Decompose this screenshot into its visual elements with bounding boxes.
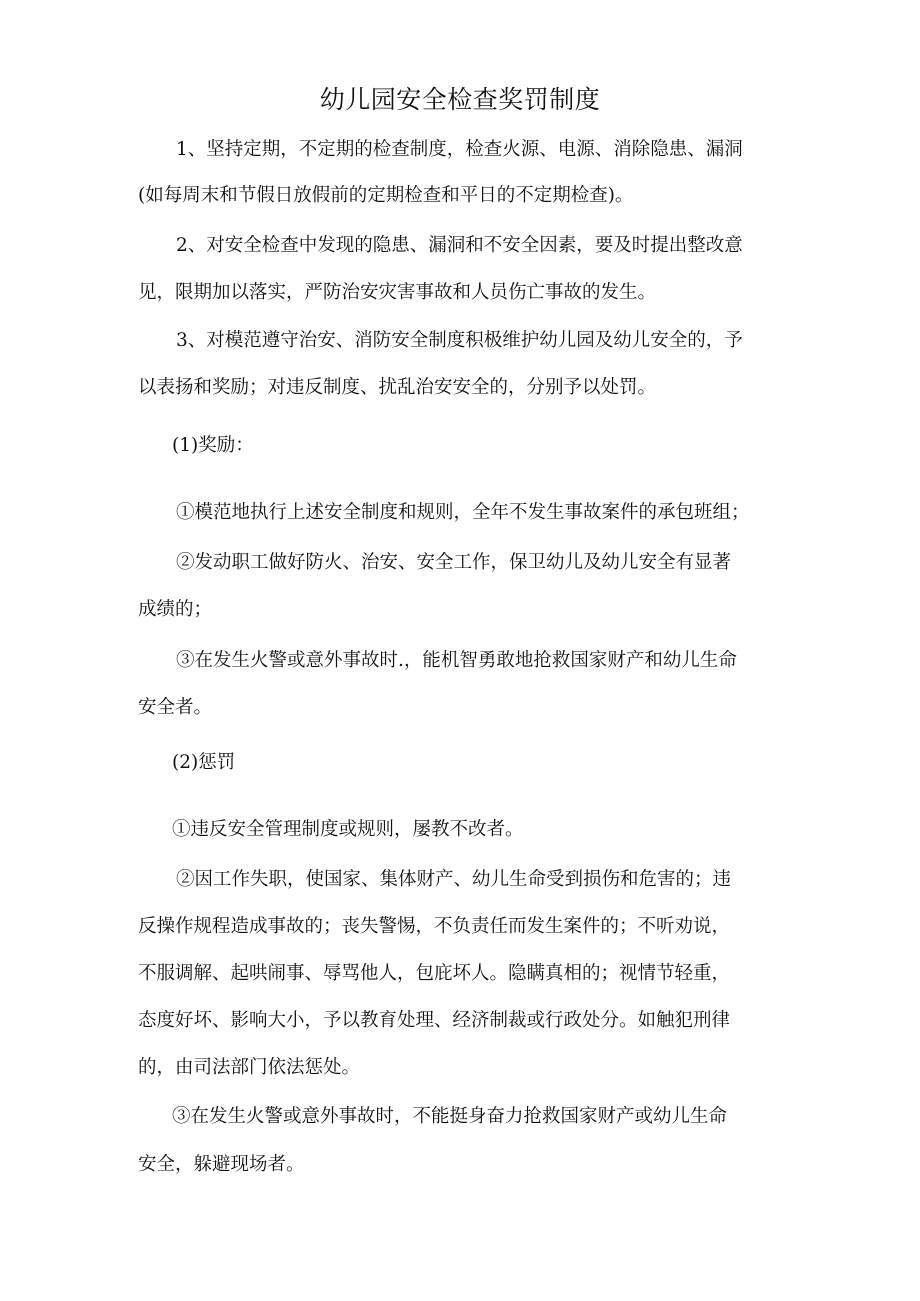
paragraph-line: 态度好坏、影响大小，予以教育处理、经济制裁或行政处分。如触犯刑律 [138,1010,731,1031]
list-item: ③在发生火警或意外事故时，不能挺身奋力抢救国家财产或幼儿生命 [172,1106,728,1127]
paragraph-line: 安全，躲避现场者。 [138,1154,305,1175]
list-item: ②因工作失职，使国家、集体财产、幼儿生命受到损伤和危害的；违 [176,869,732,890]
paragraph-line: 以表扬和奖励；对违反制度、扰乱治安安全的，分别予以处罚。 [138,377,657,398]
paragraph-line: 成绩的； [138,599,213,620]
paragraph-line: 2、对安全检查中发现的隐患、漏洞和不安全因素，要及时提出整改意 [176,235,743,256]
paragraph-line: 不服调解、起哄闹事、辱骂他人，包庇坏人。隐瞒真相的；视情节轻重， [138,963,731,984]
paragraph-line: 的，由司法部门依法惩处。 [138,1057,361,1078]
list-item: ①违反安全管理制度或规则，屡教不改者。 [172,819,524,840]
section-heading: (2)惩罚 [172,752,236,773]
paragraph-line: 反操作规程造成事故的；丧失警惕，不负责任而发生案件的；不听劝说， [138,916,731,937]
paragraph-line: 3、对模范遵守治安、消防安全制度积极维护幼儿园及幼儿安全的，予 [176,330,743,351]
list-item: ②发动职工做好防火、治安、安全工作，保卫幼儿及幼儿安全有显著 [176,552,732,573]
list-item: ①模范地执行上述安全制度和规则，全年不发生事故案件的承包班组； [176,502,750,523]
paragraph-line: 1、坚持定期，不定期的检查制度，检查火源、电源、消除隐患、漏洞 [176,139,743,160]
list-item: ③在发生火警或意外事故时.，能机智勇敢地抢救国家财产和幼儿生命 [176,650,737,671]
paragraph-line: 安全者。 [138,697,213,718]
section-heading: (1)奖励： [172,435,254,456]
paragraph-line: 见，限期加以落实，严防治安灾害事故和人员伤亡事故的发生。 [138,282,657,303]
document-title: 幼儿园安全检查奖罚制度 [319,85,601,114]
paragraph-line: (如每周末和节假日放假前的定期检查和平日的不定期检查)。 [138,185,634,206]
